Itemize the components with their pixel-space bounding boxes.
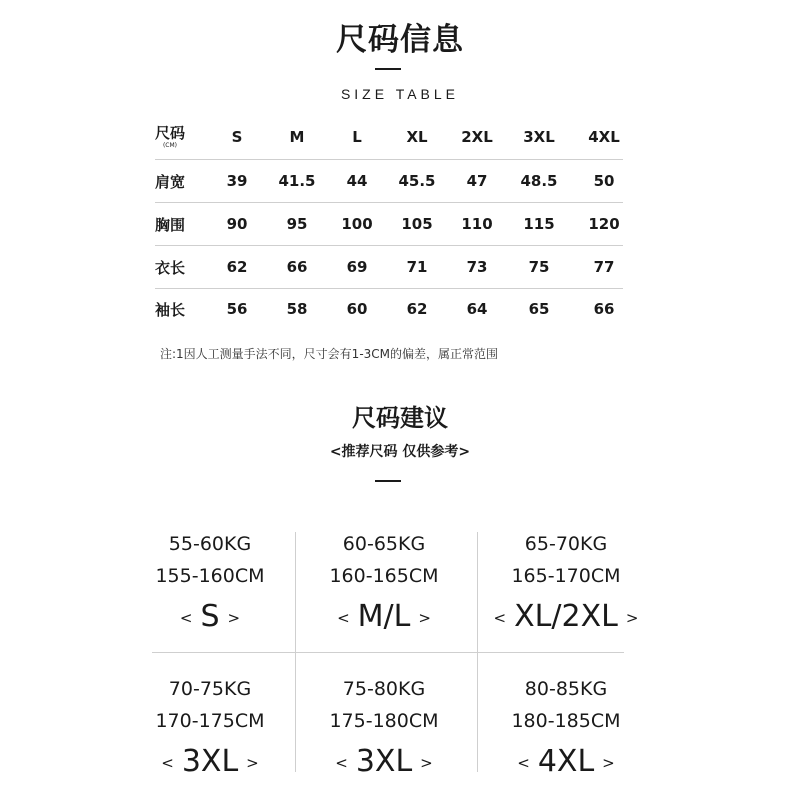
weight-range: 60-65KG: [342, 533, 426, 555]
table-cell: 71: [406, 258, 428, 276]
table-header-row: [155, 115, 623, 160]
size-value: M/L: [357, 599, 411, 634]
row-label: 袖长: [155, 300, 186, 319]
chevron-left-icon: <: [335, 753, 348, 772]
table-row: [155, 203, 623, 246]
table-cell: 66: [593, 300, 615, 318]
row-label: 肩宽: [155, 172, 186, 191]
table-cell: 120: [588, 215, 620, 233]
table-cell: 58: [286, 300, 308, 318]
height-range: 155-160CM: [155, 565, 265, 587]
height-range: 160-165CM: [329, 565, 439, 587]
chevron-left-icon: <: [493, 608, 507, 627]
table-cell: 95: [286, 215, 308, 233]
size-value: 3XL: [181, 744, 239, 779]
weight-range: 65-70KG: [524, 533, 608, 555]
size-value: XL/2XL: [514, 599, 618, 634]
corner-label: 尺码: [155, 123, 186, 142]
column-header: L: [352, 128, 362, 146]
corner-unit: (CM): [162, 141, 178, 149]
size-recommendation: [294, 740, 474, 784]
recommendation-cell: [476, 529, 656, 639]
table-row: [155, 160, 623, 203]
table-cell: 56: [226, 300, 248, 318]
height-range: 165-170CM: [511, 565, 621, 587]
table-row: [155, 246, 623, 289]
column-header: M: [289, 128, 305, 146]
table-cell: 100: [341, 215, 373, 233]
chevron-right-icon: >: [418, 608, 431, 627]
recommendation-cell: [294, 674, 474, 784]
height-range: 175-180CM: [329, 710, 439, 732]
weight-range: 55-60KG: [168, 533, 252, 555]
grid-divider: [152, 652, 624, 653]
weight-range: 80-85KG: [524, 678, 608, 700]
height-range: 170-175CM: [155, 710, 265, 732]
table-cell: 110: [461, 215, 493, 233]
column-header: 3XL: [523, 128, 555, 146]
table-cell: 50: [593, 172, 615, 190]
table-cell: 77: [593, 258, 615, 276]
column-header: 4XL: [588, 128, 620, 146]
size-recommendation: [120, 740, 300, 784]
page-subtitle: SIZE TABLE: [340, 86, 460, 102]
chevron-right-icon: >: [246, 753, 259, 772]
table-cell: 115: [523, 215, 555, 233]
recommendation-subtitle: <推荐尺码 仅供参考>: [329, 444, 471, 460]
weight-range: 70-75KG: [168, 678, 252, 700]
table-cell: 62: [406, 300, 428, 318]
chevron-right-icon: >: [602, 753, 615, 772]
chevron-left-icon: <: [161, 753, 174, 772]
column-header: 2XL: [461, 128, 493, 146]
size-value: 3XL: [355, 744, 413, 779]
size-recommendation: [120, 595, 300, 639]
table-cell: 39: [226, 172, 248, 190]
row-label: 衣长: [155, 258, 186, 277]
chevron-right-icon: >: [420, 753, 433, 772]
table-cell: 41.5: [278, 172, 316, 190]
table-cell: 44: [346, 172, 368, 190]
recommendation-title: 尺码建议: [352, 404, 448, 432]
table-cell: 105: [401, 215, 433, 233]
chevron-left-icon: <: [179, 608, 193, 627]
table-cell: 64: [466, 300, 488, 318]
table-cell: 65: [528, 300, 550, 318]
size-recommendation: [476, 740, 656, 784]
row-label: 胸围: [155, 215, 186, 234]
table-cell: 66: [286, 258, 308, 276]
table-cell: 47: [466, 172, 488, 190]
table-row: [155, 289, 623, 329]
column-header: S: [231, 128, 243, 146]
size-value: 4XL: [537, 744, 595, 779]
weight-range: 75-80KG: [342, 678, 426, 700]
table-cell: 62: [226, 258, 248, 276]
chevron-left-icon: <: [337, 608, 350, 627]
recommendation-cell: [294, 529, 474, 639]
size-recommendation: [294, 595, 474, 639]
size-table: [155, 115, 623, 329]
table-cell: 69: [346, 258, 368, 276]
recommendation-divider: [375, 480, 401, 482]
size-value: S: [200, 599, 220, 634]
page-title: 尺码信息: [336, 22, 464, 58]
corner-cell: [155, 115, 195, 159]
title-divider: [375, 68, 401, 70]
recommendation-cell: [120, 674, 300, 784]
size-recommendation: [476, 595, 656, 639]
recommendation-cell: [120, 529, 300, 639]
measurement-note: 注:1因人工测量手法不同，尺寸会有1-3CM的偏差，属正常范围: [160, 347, 499, 361]
table-cell: 60: [346, 300, 368, 318]
table-cell: 73: [466, 258, 488, 276]
chevron-left-icon: <: [517, 753, 530, 772]
height-range: 180-185CM: [511, 710, 621, 732]
recommendation-cell: [476, 674, 656, 784]
table-cell: 75: [528, 258, 550, 276]
table-cell: 90: [226, 215, 248, 233]
chevron-right-icon: >: [625, 608, 639, 627]
chevron-right-icon: >: [227, 608, 241, 627]
table-cell: 48.5: [520, 172, 558, 190]
column-header: XL: [406, 128, 428, 146]
table-cell: 45.5: [398, 172, 436, 190]
